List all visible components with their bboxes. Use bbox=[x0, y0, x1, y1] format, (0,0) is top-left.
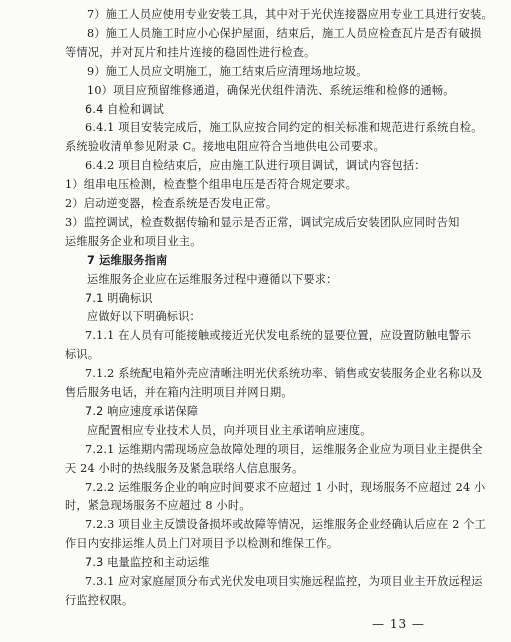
section-heading-7-3: 7.3 电量监控和主动运维 bbox=[85, 556, 210, 569]
list-item-7: 7）施工人员应使用专业安装工具，其中对于光伏连接器应用专业工具进行安装。 bbox=[87, 8, 493, 21]
section-heading-7-1: 7.1 明确标识 bbox=[85, 292, 153, 305]
clause-7-2-1-cont: 天 24 小时的热线服务及紧急联络人信息服务。 bbox=[65, 462, 304, 475]
clause-6-4-2: 6.4.2 项目自检结束后，应由施工队进行项目调试，调试内容包括： bbox=[85, 159, 426, 172]
clause-7-3-1: 7.3.1 应对家庭屋顶分布式光伏发电项目实施远程监控，为项目业主开放远程运 bbox=[85, 575, 483, 588]
clause-7-1-1: 7.1.1 在人员有可能接触或接近光伏发电系统的显要位置，应设置防触电警示 bbox=[85, 329, 472, 342]
section-7-intro: 运维服务企业应在运维服务过程中遵循以下要求： bbox=[87, 273, 338, 286]
list-item-2: 2）启动逆变器，检查系统是否发电正常。 bbox=[65, 197, 278, 210]
list-item-8-cont: 等情况，并对瓦片和挂片连接的稳固性进行检查。 bbox=[65, 46, 316, 59]
section-heading-7: 7 运维服务指南 bbox=[87, 254, 168, 267]
clause-7-1-2: 7.1.2 系统配电箱外壳应清晰注明光伏系统功率、销售或安装服务企业名称以及 bbox=[85, 367, 483, 380]
section-7-1-intro: 应做好以下明确标识： bbox=[87, 310, 201, 323]
list-item-10: 10）项目应预留维修通道，确保光伏组件清洗、系统运维和检修的通畅。 bbox=[87, 84, 455, 97]
clause-7-1-2-cont: 售后服务电话，并在箱内注明项目并网日期。 bbox=[65, 386, 293, 399]
clause-7-1-1-cont: 标识。 bbox=[65, 348, 100, 361]
section-7-2-intro: 应配置相应专业技术人员，向并项目业主承诺响应速度。 bbox=[87, 424, 372, 437]
clause-7-2-2-cont: 时，紧急现场服务不应超过 8 小时。 bbox=[65, 499, 251, 512]
clause-7-2-1: 7.2.1 运维期内需现场应急故障处理的项目，运维服务企业应为项目业主提供全 bbox=[85, 443, 483, 456]
page-number: — 13 — bbox=[372, 617, 425, 631]
clause-7-2-2: 7.2.2 运维服务企业的响应时间要求不应超过 1 小时，现场服务不应超过 24 小 bbox=[85, 481, 486, 494]
list-item-1: 1）组串电压检测，检查整个组串电压是否符合规定要求。 bbox=[65, 178, 358, 191]
clause-7-2-3-cont: 作日内安排运维人员上门对项目予以检测和维保工作。 bbox=[65, 537, 339, 550]
list-item-3: 3）监控调试，检查数据传输和显示是否正常，调试完成后安装团队应同时告知 bbox=[65, 216, 460, 229]
section-heading-7-2: 7.2 响应速度承诺保障 bbox=[85, 405, 199, 418]
clause-6-4-1: 6.4.1 项目安装完成后，施工队应按合同约定的相关标准和规范进行系统自检。 bbox=[85, 121, 483, 134]
clause-7-3-1-cont: 行监控权限。 bbox=[65, 594, 134, 607]
list-item-9: 9）施工人员应文明施工，施工结束后应清理场地垃圾。 bbox=[87, 65, 368, 78]
clause-7-2-3: 7.2.3 项目业主反馈设备损坏或故障等情况，运维服务企业经确认后应在 2 个工 bbox=[85, 518, 487, 531]
list-item-3-cont: 运维服务企业和项目业主。 bbox=[65, 235, 202, 248]
list-item-8: 8）施工人员施工时应小心保护屋面，结束后，施工人员应检查瓦片是否有破损 bbox=[87, 27, 482, 40]
section-heading-6-4: 6.4 自检和调试 bbox=[85, 103, 165, 116]
clause-6-4-1-cont: 系统验收清单参见附录 C。接地电阻应符合当地供电公司要求。 bbox=[65, 140, 385, 153]
